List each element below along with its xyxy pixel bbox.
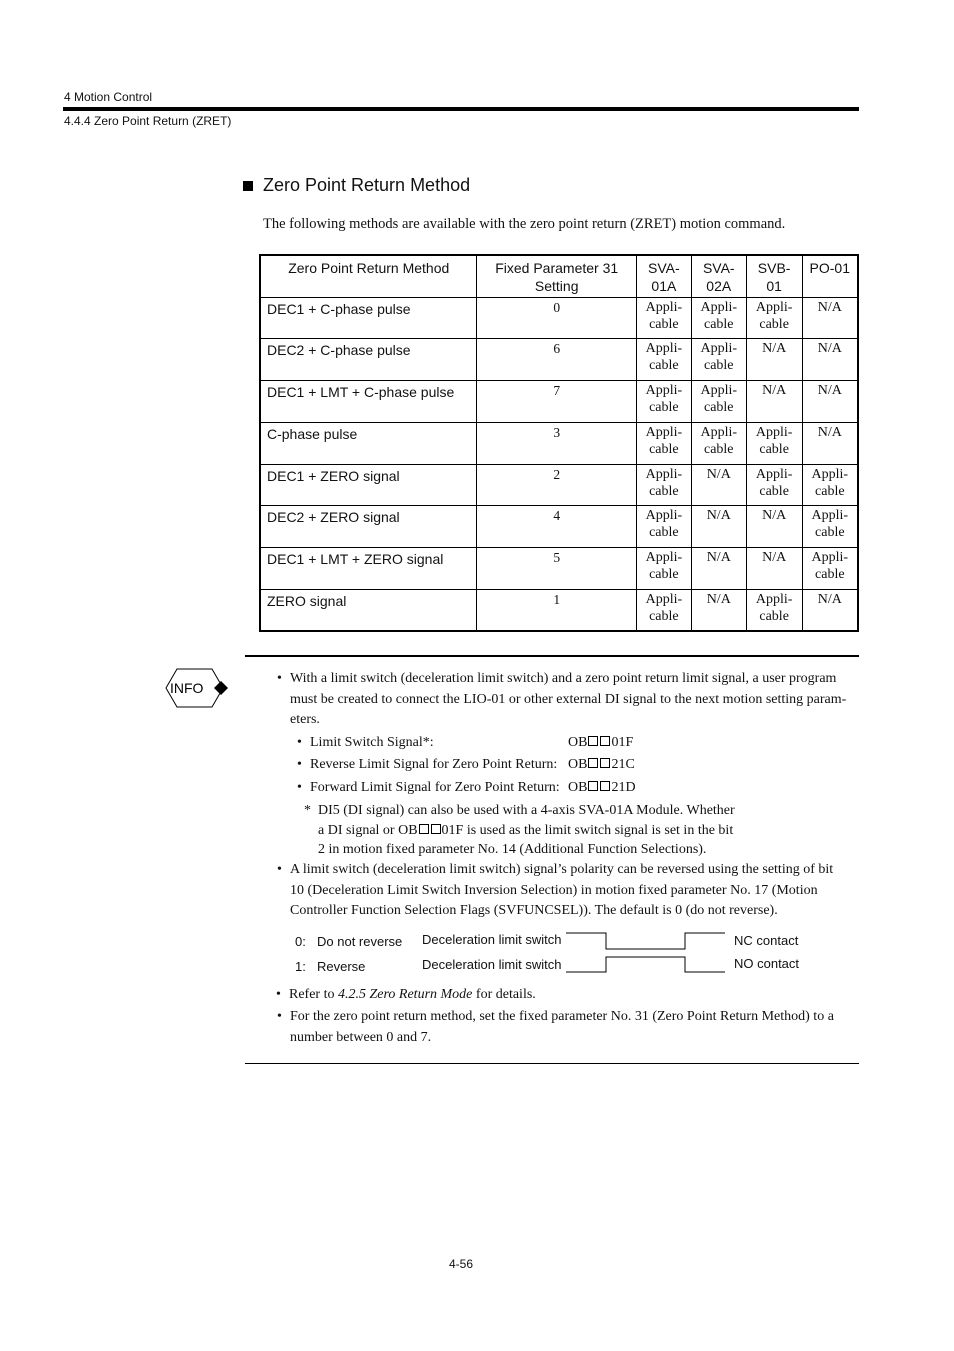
cell-sva01a: Appli- cable — [636, 464, 691, 506]
cell-po01: Appli- cable — [802, 506, 858, 548]
cell-sva01a: Appli- cable — [636, 339, 691, 381]
section-title-text: Zero Point Return Method — [263, 175, 471, 195]
table-row — [260, 548, 858, 590]
table-row — [260, 506, 858, 548]
cross-reference: 4.2.5 Zero Return Mode — [337, 987, 473, 1002]
polarity-label: Reverse — [317, 959, 366, 974]
cell-sva02a: N/A — [691, 464, 746, 506]
section-title — [243, 175, 470, 196]
cell-svb01: N/A — [746, 381, 802, 423]
cell-setting: 3 — [477, 422, 636, 464]
cell-sva01a: Appli- cable — [636, 422, 691, 464]
methods-table — [259, 254, 859, 632]
cell-svb01: N/A — [746, 339, 802, 381]
cell-svb01: N/A — [746, 506, 802, 548]
polarity-contact: NO contact — [734, 956, 800, 971]
table-row — [260, 464, 858, 506]
info-note-1: • With a limit switch (deceleration limit switch) and a zero point return limit signal, a user program must be created to connect the LIO-01 or other external DI signal to the next motion setting param- eters. — [277, 671, 847, 727]
cell-po01: N/A — [802, 297, 858, 339]
cell-setting: 2 — [477, 464, 636, 506]
footnote: * DI5 (DI signal) can also be used with a 4-axis SVA-01A Module. Whether a DI signal or OB 01F is used as the limit switch signal is set in the bit 2 in motion fixed parameter No. 14 (Additional Function Selections). — [304, 803, 735, 857]
section-header: 4.4.4 Zero Point Return (ZRET) — [64, 114, 232, 128]
info-note-2: • A limit switch (deceleration limit switch) signal’s polarity can be reversed using the setting of bit 10 (Deceleration Limit Switch Inversion Selection) in motion fixed parameter No. 17 (Motion Controller Function Selection Flags (SVFUNCSEL)). The default is 0 (do not reverse). — [277, 862, 834, 918]
square-bullet-icon — [243, 181, 253, 191]
header-rule — [63, 107, 859, 111]
info-icon-label: INFO — [170, 680, 204, 696]
signal-code: OB 21D — [568, 780, 636, 795]
polarity-label: Do not reverse — [317, 934, 403, 949]
table-row — [260, 590, 858, 632]
signal-code: OB 01F — [568, 735, 634, 750]
cell-sva01a: Appli- cable — [636, 297, 691, 339]
cell-po01: Appli- cable — [802, 464, 858, 506]
cell-svb01: Appli- cable — [746, 297, 802, 339]
header-method: Zero Point Return Method — [260, 255, 477, 297]
cell-method: DEC2 + C-phase pulse — [260, 339, 477, 381]
cell-sva02a: Appli- cable — [691, 339, 746, 381]
cell-setting: 1 — [477, 590, 636, 632]
page-number: 4-56 — [449, 1257, 474, 1271]
info-bottom-rule — [245, 1063, 859, 1064]
chapter-header: 4 Motion Control — [64, 90, 153, 104]
cell-svb01: Appli- cable — [746, 464, 802, 506]
cell-method: ZERO signal — [260, 590, 477, 632]
cell-po01: N/A — [802, 422, 858, 464]
table-header-row — [260, 255, 858, 297]
cell-po01: N/A — [802, 339, 858, 381]
cell-setting: 7 — [477, 381, 636, 423]
polarity-code: 1: — [295, 959, 306, 974]
cell-setting: 4 — [477, 506, 636, 548]
nc-contact-waveform — [566, 932, 726, 952]
cell-sva02a: N/A — [691, 548, 746, 590]
header-po01: PO-01 — [802, 255, 858, 297]
polarity-signal: Deceleration limit switch — [422, 932, 562, 947]
cell-po01: N/A — [802, 381, 858, 423]
cell-sva01a: Appli- cable — [636, 590, 691, 632]
header-setting: Fixed Parameter 31 Setting — [477, 255, 636, 297]
cell-sva02a: Appli- cable — [691, 297, 746, 339]
cell-method: C-phase pulse — [260, 422, 477, 464]
intro-text: The following methods are available with the zero point return (ZRET) motion command. — [263, 216, 786, 232]
cell-method: DEC2 + ZERO signal — [260, 506, 477, 548]
cell-sva01a: Appli- cable — [636, 506, 691, 548]
cell-svb01: Appli- cable — [746, 590, 802, 632]
signal-code: OB 21C — [568, 757, 635, 772]
header-sva02a: SVA- 02A — [691, 255, 746, 297]
cell-setting: 5 — [477, 548, 636, 590]
header-sva01a: SVA- 01A — [636, 255, 691, 297]
table-row — [260, 422, 858, 464]
cell-po01: Appli- cable — [802, 548, 858, 590]
cell-method: DEC1 + LMT + ZERO signal — [260, 548, 477, 590]
cell-method: DEC1 + ZERO signal — [260, 464, 477, 506]
polarity-signal: Deceleration limit switch — [422, 957, 562, 972]
cell-method: DEC1 + C-phase pulse — [260, 297, 477, 339]
cell-sva02a: N/A — [691, 590, 746, 632]
table-row — [260, 381, 858, 423]
cell-sva01a: Appli- cable — [636, 381, 691, 423]
header-svb01: SVB- 01 — [746, 255, 802, 297]
cell-svb01: Appli- cable — [746, 422, 802, 464]
cell-setting: 0 — [477, 297, 636, 339]
cell-sva01a: Appli- cable — [636, 548, 691, 590]
info-icon — [165, 668, 231, 708]
cell-svb01: N/A — [746, 548, 802, 590]
signal-item: • Limit Switch Signal*: — [297, 735, 434, 750]
cell-po01: N/A — [802, 590, 858, 632]
cell-sva02a: N/A — [691, 506, 746, 548]
cell-method: DEC1 + LMT + C-phase pulse — [260, 381, 477, 423]
signal-item: • Reverse Limit Signal for Zero Point Return: — [297, 757, 558, 772]
signal-item: • Forward Limit Signal for Zero Point Return: — [297, 780, 560, 795]
info-note-3: • Refer to 4.2.5 Zero Return Mode for details. — [276, 987, 536, 1002]
info-note-4: • For the zero point return method, set the fixed parameter No. 31 (Zero Point Return Method) to a number between 0 and 7. — [277, 1009, 834, 1045]
cell-sva02a: Appli- cable — [691, 422, 746, 464]
polarity-code: 0: — [295, 934, 306, 949]
info-top-rule — [245, 655, 859, 657]
cell-sva02a: Appli- cable — [691, 381, 746, 423]
no-contact-waveform — [566, 956, 726, 976]
table-row — [260, 297, 858, 339]
polarity-contact: NC contact — [734, 933, 799, 948]
table-row — [260, 339, 858, 381]
cell-setting: 6 — [477, 339, 636, 381]
